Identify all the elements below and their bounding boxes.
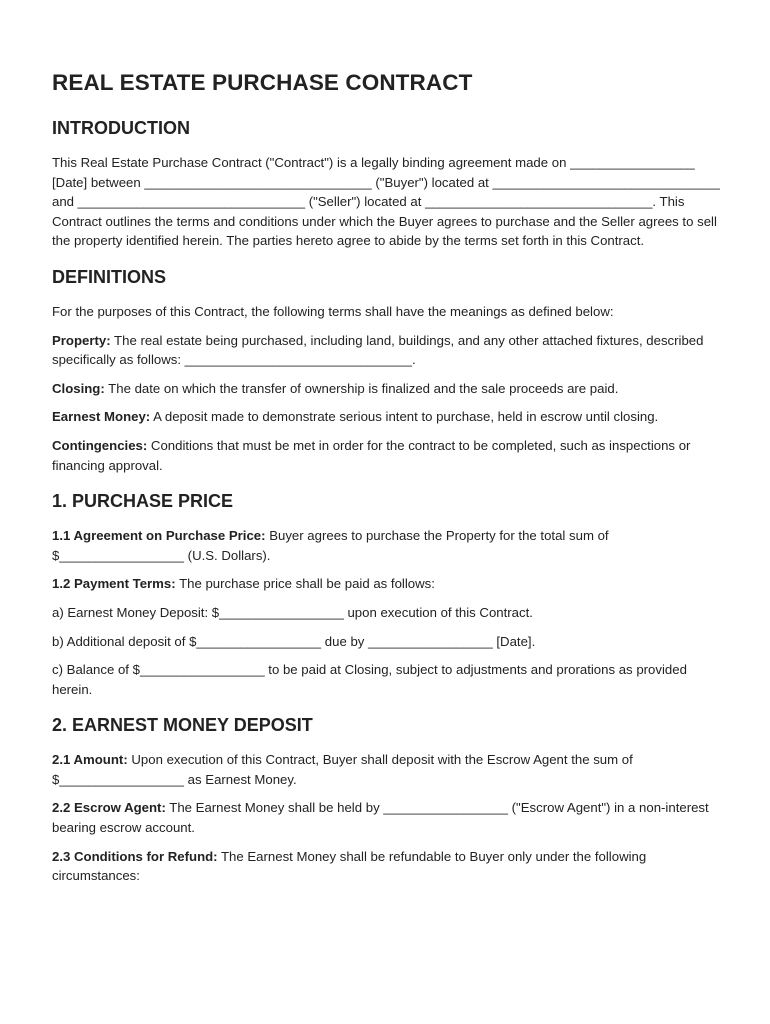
definition-text: The real estate being purchased, including land, buildings, and any other attached fixtures, described specifically as follows: _______________________________. — [52, 332, 704, 368]
clause-text: Buyer agrees to purchase the Property for the total sum of $_________________ (U.S. Dollars). — [52, 528, 609, 563]
earnest-money-heading: 2. EARNEST MONEY DEPOSIT — [52, 715, 313, 736]
document-title: REAL ESTATE PURCHASE CONTRACT — [52, 70, 473, 95]
payment-item-b: b) Additional deposit of $_________________ due by _________________ [Date]. — [52, 633, 536, 649]
definition-text: The date on which the transfer of ownership is finalized and the sale proceeds are paid. — [104, 380, 619, 396]
clause-label: 2.2 Escrow Agent: — [52, 800, 166, 816]
definition-term: Property: — [52, 332, 111, 348]
clause-label: 1.2 Payment Terms: — [52, 576, 176, 592]
clause-label: 2.1 Amount: — [52, 752, 128, 768]
definitions-section — [52, 267, 722, 475]
definition-property — [52, 331, 722, 370]
definition-term: Contingencies: — [52, 437, 148, 453]
clause-2-3 — [52, 847, 722, 886]
introduction-paragraph: This Real Estate Purchase Contract ("Contract") is a legally binding agreement made on _________________ [Date] between _______________________________ ("Buyer") located at _______________________________ and _______________________________ ("Seller") located at _______________________________. This Contract outlines the terms and conditions under which the Buyer agrees to purchase and the Seller agrees to sell the property identified herein. The parties hereto agree to abide by the terms set forth in this Contract. — [52, 155, 720, 249]
clause-2-1 — [52, 750, 722, 789]
definitions-intro: For the purposes of this Contract, the following terms shall have the meanings as defined below: — [52, 303, 614, 319]
definitions-heading: DEFINITIONS — [52, 266, 167, 287]
definition-term: Closing: — [52, 380, 105, 396]
clause-text: The Earnest Money shall be held by _________________ ("Escrow Agent") in a non-interest bearing escrow account. — [52, 800, 709, 836]
document-page — [52, 70, 722, 895]
clause-label: 2.3 Conditions for Refund: — [52, 848, 218, 864]
clause-text: The Earnest Money shall be refundable to Buyer only under the following circumstances: — [52, 848, 647, 884]
clause-label: 1.1 Agreement on Purchase Price: — [52, 528, 266, 544]
clause-text: The purchase price shall be paid as follows: — [175, 576, 435, 592]
clause-text: Upon execution of this Contract, Buyer shall deposit with the Escrow Agent the sum of $_________________ as Earnest Money. — [52, 752, 633, 787]
introduction-section — [52, 118, 722, 251]
definition-text: Conditions that must be met in order for the contract to be completed, such as inspections or financing approval. — [52, 437, 691, 473]
definition-term: Earnest Money: — [52, 409, 151, 425]
payment-item-a: a) Earnest Money Deposit: $_________________ upon execution of this Contract. — [52, 604, 533, 620]
clause-1-1 — [52, 526, 722, 565]
definition-contingencies — [52, 436, 722, 475]
payment-item-c: c) Balance of $_________________ to be paid at Closing, subject to adjustments and prorations as provided herein. — [52, 662, 687, 697]
definition-closing — [52, 379, 722, 399]
clause-1-2 — [52, 574, 722, 594]
clause-2-2 — [52, 798, 722, 837]
introduction-heading: INTRODUCTION — [52, 118, 190, 138]
purchase-price-heading: 1. PURCHASE PRICE — [52, 491, 234, 512]
definition-earnest-money — [52, 407, 722, 427]
earnest-money-section — [52, 715, 722, 886]
definition-text: A deposit made to demonstrate serious intent to purchase, held in escrow until closing. — [150, 409, 659, 425]
purchase-price-section — [52, 491, 722, 699]
